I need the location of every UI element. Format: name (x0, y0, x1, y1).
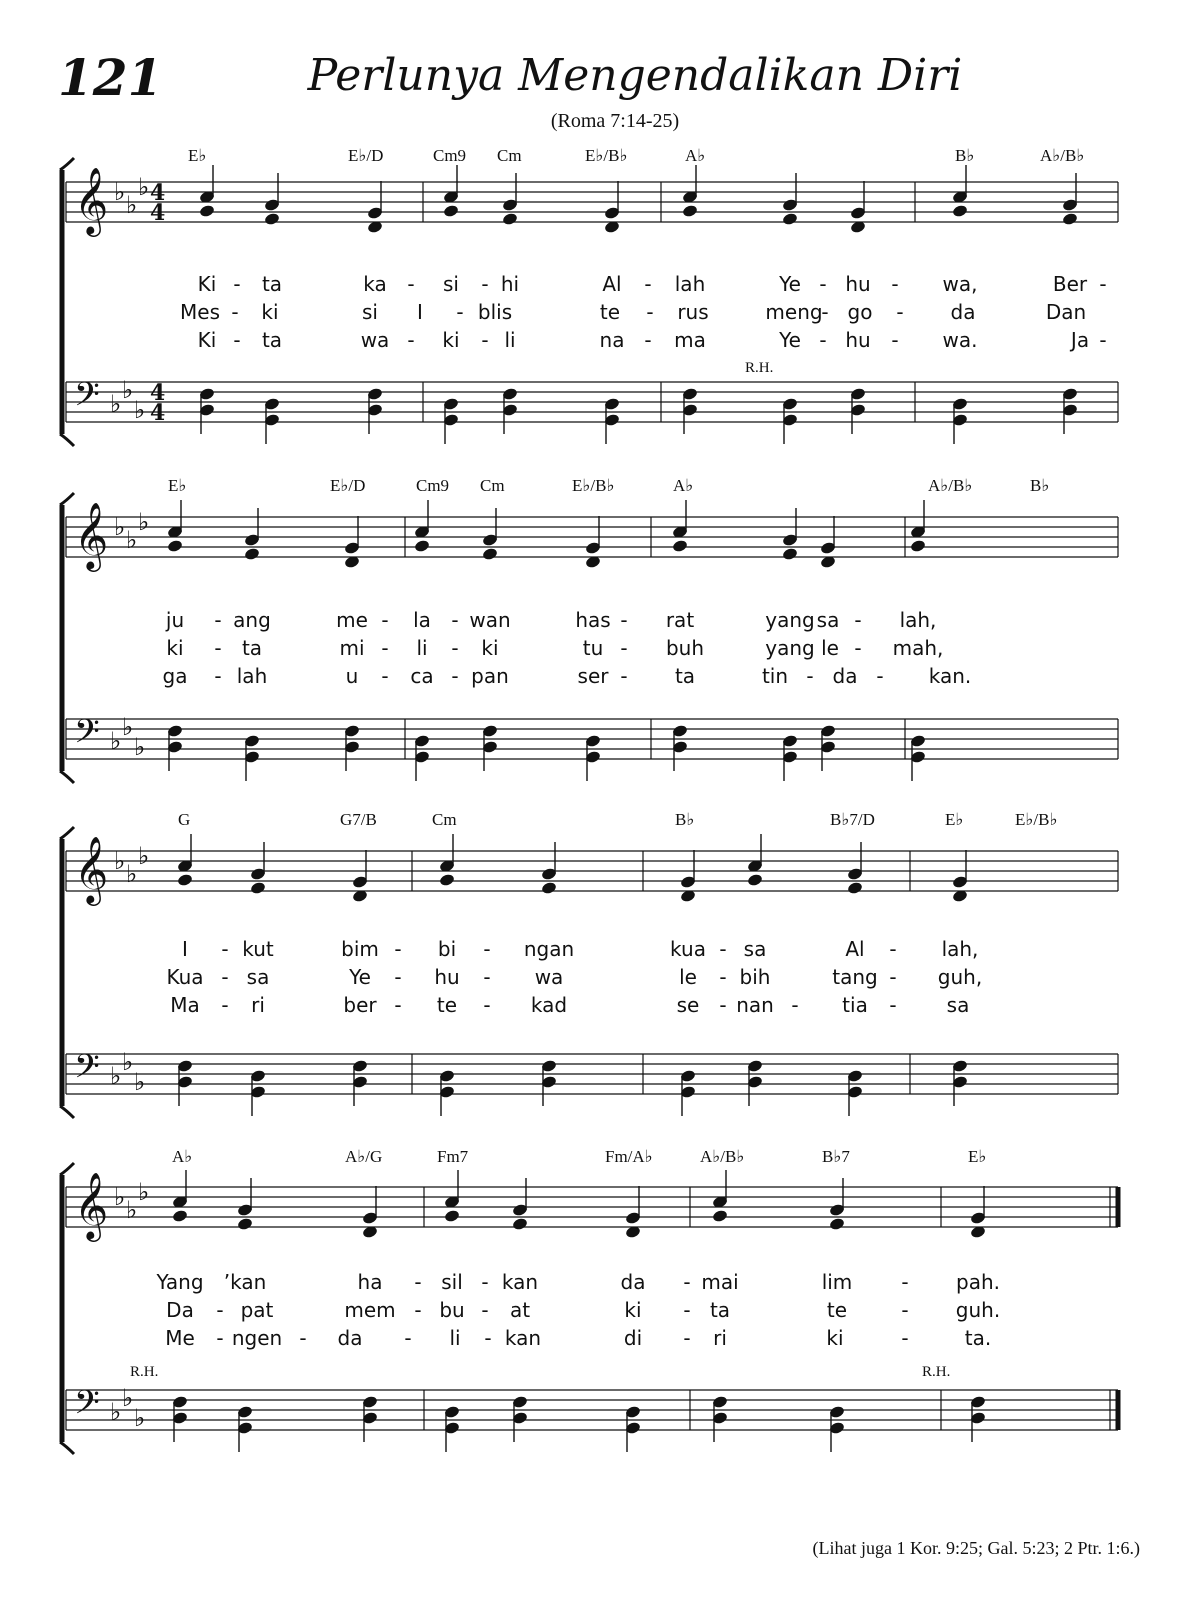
note-head (747, 873, 764, 887)
lyric-syllable: - (819, 272, 827, 296)
lyric-syllable: - (221, 965, 229, 989)
flat-icon: ♭ (138, 173, 150, 201)
flat-icon: ♭ (138, 1178, 150, 1206)
treble-clef-icon: 𝄞 (74, 501, 109, 569)
lyric-syllable: Ye (779, 328, 801, 352)
note-head (541, 881, 558, 895)
lyric-syllable: ri (713, 1326, 727, 1350)
chord-symbol: Cm9 (416, 476, 450, 495)
lyric-syllable: wa (534, 965, 564, 989)
lyric-syllable: - (214, 664, 222, 688)
lyric-syllable: se (676, 993, 700, 1017)
lyric-syllable: Ber (1052, 272, 1088, 296)
chord-symbol: Cm (432, 810, 457, 829)
flat-icon: ♭ (126, 191, 138, 219)
note-head (502, 212, 519, 226)
note-head (167, 539, 184, 553)
lyric-syllable: mi (339, 636, 365, 660)
lyric-syllable: Mes (180, 300, 220, 324)
lyric-syllable: - (483, 993, 491, 1017)
chord-symbol: A♭ (673, 476, 694, 495)
flat-icon: ♭ (110, 390, 122, 418)
lyric-syllable: Ma (170, 993, 200, 1017)
chord-symbol: E♭/D (330, 476, 366, 495)
lyric-syllable: si (443, 272, 459, 296)
lyric-syllable: ga (162, 664, 188, 688)
lyric-syllable: - (216, 1326, 224, 1350)
flat-icon: ♭ (114, 513, 126, 541)
lyric-syllable: - (901, 1326, 909, 1350)
lyric-syllable: pat (240, 1298, 274, 1322)
lyric-syllable: kut (242, 937, 274, 961)
lyric-syllable: - (233, 272, 241, 296)
note-head (414, 539, 431, 553)
chord-symbol: E♭/B♭ (1015, 810, 1058, 829)
lyric-syllable: - (901, 1298, 909, 1322)
lyric-syllable: - (896, 300, 904, 324)
flat-icon: ♭ (122, 376, 134, 404)
scripture-reference: (Roma 7:14-25) (550, 110, 680, 132)
lyric-syllable: yang (765, 636, 815, 660)
lyric-syllable: - (394, 993, 402, 1017)
lyric-syllable: kan. (928, 664, 972, 688)
lyric-syllable: bu (439, 1298, 465, 1322)
treble-clef-icon: 𝄞 (74, 1171, 109, 1239)
chord-symbol: E♭ (968, 1147, 987, 1166)
note-head (682, 204, 699, 218)
lyric-syllable: - (481, 1270, 489, 1294)
lyric-syllable: - (854, 636, 862, 660)
flat-icon: ♭ (114, 1183, 126, 1211)
lyric-syllable: - (620, 608, 628, 632)
chord-symbol: E♭/B♭ (585, 146, 628, 165)
chord-symbol: B♭7 (822, 1147, 850, 1166)
lyric-syllable: ma (674, 328, 706, 352)
lyric-syllable: ta (261, 272, 283, 296)
chord-symbol: E♭ (168, 476, 187, 495)
lyric-syllable: - (683, 1298, 691, 1322)
note-head (782, 547, 799, 561)
lyric-syllable: - (1099, 328, 1107, 352)
lyric-syllable: tin (761, 664, 789, 688)
lyric-syllable: - (821, 300, 829, 324)
lyric-syllable: - (806, 664, 814, 688)
lyric-syllable: - (719, 965, 727, 989)
lyric-syllable: - (644, 272, 652, 296)
lyric-syllable: ngan (523, 937, 575, 961)
lyric-syllable: - (889, 937, 897, 961)
lyric-syllable: ki (261, 300, 279, 324)
lyric-syllable: - (481, 272, 489, 296)
lyric-syllable: ha (357, 1270, 383, 1294)
note-head (672, 539, 689, 553)
lyric-syllable: rat (665, 608, 695, 632)
lyric-syllable: - (231, 300, 239, 324)
lyric-syllable: ca (410, 664, 434, 688)
lyric-syllable: at (509, 1298, 531, 1322)
lyric-syllable: si (362, 300, 378, 324)
chord-symbol: B♭ (675, 810, 695, 829)
lyric-syllable: te (826, 1298, 848, 1322)
lyric-syllable: ri (251, 993, 265, 1017)
lyric-syllable: wa, (942, 272, 978, 296)
lyric-syllable: - (381, 636, 389, 660)
note-head (512, 1217, 529, 1231)
lyric-syllable: - (876, 664, 884, 688)
lyric-syllable: te (599, 300, 621, 324)
lyric-syllable: - (407, 272, 415, 296)
lyric-syllable: - (483, 937, 491, 961)
lyric-syllable: lah, (899, 608, 937, 632)
lyric-syllable: - (481, 1298, 489, 1322)
lyric-syllable: - (394, 937, 402, 961)
time-signature: 4 (150, 200, 166, 226)
lyric-syllable: wa. (942, 328, 978, 352)
lyric-syllable: ki (166, 636, 184, 660)
lyric-syllable: I (417, 300, 423, 324)
lyric-syllable: - (719, 937, 727, 961)
lyric-syllable: - (407, 328, 415, 352)
lyric-syllable: rus (677, 300, 709, 324)
lyric-syllable: Kua (166, 965, 204, 989)
lyric-syllable: pan (471, 664, 509, 688)
lyric-syllable: - (221, 937, 229, 961)
lyric-syllable: - (484, 1326, 492, 1350)
lyric-syllable: has (575, 608, 611, 632)
note-head (829, 1217, 846, 1231)
lyric-syllable: - (819, 328, 827, 352)
page-number: 121 (58, 48, 163, 107)
chord-symbol: E♭/D (348, 146, 384, 165)
lyric-syllable: guh, (937, 965, 983, 989)
flat-icon: ♭ (126, 1196, 138, 1224)
lyric-syllable: - (889, 993, 897, 1017)
note-head (439, 873, 456, 887)
lyric-syllable: lah (236, 664, 268, 688)
lyric-syllable: guh. (955, 1298, 1001, 1322)
flat-icon: ♭ (110, 727, 122, 755)
lyric-syllable: Me (165, 1326, 195, 1350)
lyric-syllable: ju (165, 608, 185, 632)
note-head (250, 881, 267, 895)
lyric-syllable: ta (709, 1298, 731, 1322)
lyric-syllable: nan (736, 993, 774, 1017)
flat-icon: ♭ (110, 1062, 122, 1090)
lyric-syllable: me (336, 608, 368, 632)
chord-symbol: Cm (480, 476, 505, 495)
lyric-syllable: - (481, 328, 489, 352)
lyric-syllable: sa (246, 965, 270, 989)
lyric-syllable: - (404, 1326, 412, 1350)
lyric-syllable: - (214, 636, 222, 660)
chord-symbol: B♭7/D (830, 810, 875, 829)
chord-symbol: Fm/A♭ (605, 1147, 653, 1166)
lyric-syllable: hi (500, 272, 520, 296)
lyric-syllable: Ki (197, 328, 217, 352)
note-head (910, 539, 927, 553)
lyric-syllable: - (889, 965, 897, 989)
treble-clef-icon: 𝄞 (74, 166, 109, 234)
flat-icon: ♭ (134, 396, 146, 424)
lyric-syllable: - (299, 1326, 307, 1350)
lyric-syllable: lim (821, 1270, 853, 1294)
lyric-syllable: pah. (956, 1270, 1000, 1294)
lyric-syllable: Yang (156, 1270, 204, 1294)
time-signature: 4 (150, 400, 166, 426)
note-head (244, 547, 261, 561)
right-hand-label: R.H. (922, 1364, 951, 1380)
lyric-syllable: ta (261, 328, 283, 352)
note-head (172, 1209, 189, 1223)
lyric-syllable: - (414, 1270, 422, 1294)
lyric-syllable: li (504, 328, 516, 352)
lyric-syllable: blis (477, 300, 513, 324)
lyric-syllable: Ye (779, 272, 801, 296)
lyric-syllable: ’kan (223, 1270, 267, 1294)
flat-icon: ♭ (138, 508, 150, 536)
lyric-syllable: da (620, 1270, 646, 1294)
flat-icon: ♭ (122, 1384, 134, 1412)
lyric-syllable: I (182, 937, 188, 961)
chord-symbol: G7/B (340, 810, 377, 829)
lyric-syllable: - (381, 608, 389, 632)
lyric-syllable: mai (701, 1270, 739, 1294)
lyric-syllable: yang (765, 608, 815, 632)
lyric-syllable: - (233, 328, 241, 352)
bass-clef-icon: 𝄢 (74, 1048, 100, 1094)
lyric-syllable: le (679, 965, 697, 989)
lyric-syllable: lah, (941, 937, 979, 961)
lyric-syllable: - (394, 965, 402, 989)
bass-clef-icon: 𝄢 (74, 713, 100, 759)
lyric-syllable: ki (624, 1298, 642, 1322)
chord-symbol: A♭ (685, 146, 706, 165)
flat-icon: ♭ (126, 526, 138, 554)
note-head (782, 212, 799, 226)
lyric-syllable: - (719, 993, 727, 1017)
note-head (444, 1209, 461, 1223)
lyric-syllable: hu (845, 328, 871, 352)
lyric-syllable: kan (504, 1326, 542, 1350)
lyric-syllable: - (646, 300, 654, 324)
lyric-syllable: - (791, 993, 799, 1017)
lyric-syllable: da (832, 664, 858, 688)
lyric-syllable: wa (360, 328, 390, 352)
lyric-syllable: mah, (892, 636, 944, 660)
note-head (177, 873, 194, 887)
lyric-syllable: bi (437, 937, 457, 961)
lyric-syllable: ta (674, 664, 696, 688)
flat-icon: ♭ (114, 178, 126, 206)
chord-symbol: A♭ (172, 1147, 193, 1166)
lyric-syllable: Ja (1070, 328, 1090, 352)
chord-symbol: E♭/B♭ (572, 476, 615, 495)
flat-icon: ♭ (122, 713, 134, 741)
time-signature: 4 (150, 180, 166, 206)
chord-symbol: A♭/B♭ (700, 1147, 745, 1166)
chord-symbol: E♭ (188, 146, 207, 165)
flat-icon: ♭ (138, 842, 150, 870)
lyric-syllable: mem (344, 1298, 396, 1322)
flat-icon: ♭ (122, 1048, 134, 1076)
lyric-syllable: ta. (964, 1326, 992, 1350)
lyric-syllable: ki (481, 636, 499, 660)
lyric-syllable: kad (530, 993, 568, 1017)
lyric-syllable: ka (363, 272, 387, 296)
note-head (1062, 212, 1079, 226)
chord-symbol: G (178, 810, 191, 829)
lyric-syllable: - (214, 608, 222, 632)
note-head (443, 204, 460, 218)
lyric-syllable: kan (501, 1270, 539, 1294)
lyric-syllable: Dan (1045, 300, 1087, 324)
lyric-syllable: li (416, 636, 428, 660)
lyric-syllable: - (381, 664, 389, 688)
lyric-syllable: Al (602, 272, 622, 296)
lyric-syllable: - (414, 1298, 422, 1322)
flat-icon: ♭ (134, 733, 146, 761)
lyric-syllable: - (854, 608, 862, 632)
chord-symbol: Fm7 (437, 1147, 469, 1166)
lyric-syllable: sa (816, 608, 840, 632)
chord-symbol: E♭ (945, 810, 964, 829)
lyric-syllable: u (345, 664, 359, 688)
lyric-syllable: - (483, 965, 491, 989)
lyric-syllable: - (451, 664, 459, 688)
lyric-syllable: hu (434, 965, 460, 989)
chord-symbol: A♭/B♭ (928, 476, 973, 495)
lyric-syllable: sa (743, 937, 767, 961)
lyric-syllable: Al (845, 937, 865, 961)
lyric-syllable: ki (826, 1326, 844, 1350)
lyric-syllable: go (847, 300, 873, 324)
footer-reference: (Lihat juga 1 Kor. 9:25; Gal. 5:23; 2 Ptr. 1:6.) (812, 1538, 1140, 1558)
lyric-syllable: - (221, 993, 229, 1017)
chord-symbol: B♭ (955, 146, 975, 165)
lyric-syllable: Ki (197, 272, 217, 296)
lyric-syllable: wan (469, 608, 511, 632)
chord-symbol: A♭/G (345, 1147, 383, 1166)
lyric-syllable: da (337, 1326, 363, 1350)
lyric-syllable: hu (845, 272, 871, 296)
note-head (237, 1217, 254, 1231)
lyric-syllable: ki (442, 328, 460, 352)
lyric-syllable: - (683, 1270, 691, 1294)
lyric-syllable: tu (582, 636, 604, 660)
bass-clef-icon: 𝄢 (74, 376, 100, 422)
lyric-syllable: ber (343, 993, 377, 1017)
right-hand-label: R.H. (130, 1364, 159, 1380)
flat-icon: ♭ (114, 847, 126, 875)
note-head (952, 204, 969, 218)
lyric-syllable: na (599, 328, 625, 352)
lyric-syllable: la (413, 608, 431, 632)
right-hand-label: R.H. (745, 360, 774, 376)
lyric-syllable: - (456, 300, 464, 324)
lyric-syllable: kua (670, 937, 706, 961)
note-head (712, 1209, 729, 1223)
flat-icon: ♭ (126, 860, 138, 888)
lyric-syllable: - (891, 328, 899, 352)
lyric-syllable: sil (441, 1270, 463, 1294)
flat-icon: ♭ (110, 1398, 122, 1426)
lyric-syllable: Da (166, 1298, 194, 1322)
lyric-syllable: - (451, 608, 459, 632)
lyric-syllable: - (620, 636, 628, 660)
lyric-syllable: - (901, 1270, 909, 1294)
lyric-syllable: - (683, 1326, 691, 1350)
lyric-syllable: bim (341, 937, 379, 961)
lyric-syllable: lah (674, 272, 706, 296)
note-head (199, 204, 216, 218)
note-head (264, 212, 281, 226)
treble-clef-icon: 𝄞 (74, 835, 109, 903)
lyric-syllable: - (620, 664, 628, 688)
lyric-syllable: sa (946, 993, 970, 1017)
lyric-syllable: te (436, 993, 458, 1017)
chord-symbol: A♭/B♭ (1040, 146, 1085, 165)
lyric-syllable: - (451, 636, 459, 660)
flat-icon: ♭ (134, 1404, 146, 1432)
lyric-syllable: ser (577, 664, 609, 688)
lyric-syllable: tang (832, 965, 878, 989)
lyric-syllable: tia (842, 993, 868, 1017)
lyric-syllable: Ye (349, 965, 371, 989)
song-title: Perlunya Mengendalikan Diri (307, 50, 963, 101)
lyric-syllable: ngen (231, 1326, 283, 1350)
chord-symbol: Cm (497, 146, 522, 165)
chord-symbol: Cm9 (433, 146, 467, 165)
note-head (847, 881, 864, 895)
note-head (482, 547, 499, 561)
chord-symbol: B♭ (1030, 476, 1050, 495)
lyric-syllable: meng (765, 300, 823, 324)
lyric-syllable: li (449, 1326, 461, 1350)
bass-clef-icon: 𝄢 (74, 1384, 100, 1430)
lyric-syllable: - (644, 328, 652, 352)
lyric-syllable: - (216, 1298, 224, 1322)
lyric-syllable: - (891, 272, 899, 296)
lyric-syllable: da (950, 300, 976, 324)
lyric-syllable: - (1099, 272, 1107, 296)
lyric-syllable: ang (233, 608, 271, 632)
time-signature: 4 (150, 380, 166, 406)
lyric-syllable: buh (665, 636, 705, 660)
lyric-syllable: le (821, 636, 839, 660)
lyric-syllable: ta (241, 636, 263, 660)
lyric-syllable: bih (739, 965, 771, 989)
flat-icon: ♭ (134, 1068, 146, 1096)
lyric-syllable: di (623, 1326, 643, 1350)
